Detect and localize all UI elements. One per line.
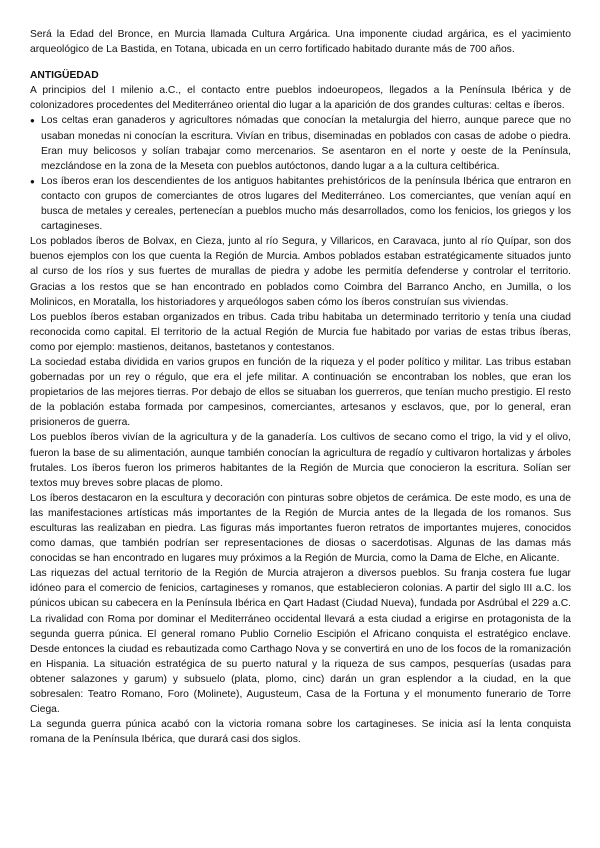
paragraph-sociedad: La sociedad estaba dividida en varios grupos en función de la riqueza y el poder político y militar. Las tribus estaban gobernadas por un rey o régulo, que era el jefe militar. A continuación se encontraban los nobles, que eran los propietarios de las mejores tierras. Por debajo de ellos se situaban los guerreros, que tenían mucho prestigio. El resto de la población estaba formada por campesinos, comerciantes, artesanos y esclavos, que, por lo general, eran prisioneros de guerra. (30, 356, 571, 429)
paragraph-guerra-punica: La segunda guerra púnica acabó con la victoria romana sobre los cartagineses. Se inicia así la lenta conquista romana de la Península Ibérica, que durará casi dos siglos. (30, 719, 571, 746)
bullet-celtas: ● Los celtas eran ganaderos y agricultores nómadas que conocían la metalurgia del hierro, aunque parece que no usaban monedas ni conocían la escritura. Vivían en tribus, diseminadas en poblados con casas de adobe o piedra. Eran muy belicosos y solían trabajar como mercenarios. Se asentaron en el norte y oeste de la Península, mezclándose en la zona de la Meseta con pueblos autóctonos, dando lugar a a la cultura celtibérica. (30, 113, 571, 173)
paragraph-escultura: Los íberos destacaron en la escultura y decoración con pinturas sobre objetos de cerámica. De este modo, es una de las manifestaciones artísticas más importantes de la Región de Murcia antes de la llegada de los romanos. Sus esculturas las realizaban en piedra. Las figuras más importantes fueron retratos de importantes mujeres, conocidos como damas, que también podrían ser representaciones de diosas o sacerdotisas. Algunas de las damas más conocidas se han encontrado en lugares muy próximos a la Región de Murcia, como la Dama de Elche, en Alicante. (30, 492, 571, 565)
spacer (30, 57, 571, 68)
paragraph-riquezas: Las riquezas del actual territorio de la Región de Murcia atrajeron a diversos pueblos. Su franja costera fue lugar idóneo para el comercio de fenicios, cartagineses y romanos, que establecieron colonias. A partir del siglo III a.C. los púnicos ubican su cabecera en la Península Ibérica en Qart Hadast (Ciudad Nueva), fundada por Asdrúbal el 229 a.C. La rivalidad con Roma por dominar el Mediterráneo occidental llevará a esta ciudad a erigirse en protagonista de la segunda guerra púnica. El general romano Publio Cornelio Escipión el Africano conquista el estratégico enclave. Desde entonces la ciudad es rebautizada como Carthago Nova y se convertirá en uno de los focos de la romanización en Hispania. La situación estratégica de su puerto natural y la riqueza de sus campos, pesquerías (usadas para obtener salazones y garum) y subsuelo (plata, plomo, cinc) darán un gran esplendor a la ciudad, en la que sobresalen: Teatro Romano, Foro (Molinete), Augusteum, Casa de la Fortuna y el monumento funerario de Torre Ciega. (30, 568, 571, 716)
culture-bullet-list (30, 113, 571, 234)
section-heading: ANTIGÜEDAD (30, 70, 99, 82)
paragraph-tribus: Los pueblos íberos estaban organizados en tribus. Cada tribu habitaba un determinado territorio y tenía una ciudad reconocida como capital. El territorio de la actual Región de Murcia fue habitado por varias de estas tribus íberas, como por ejemplo: mastienos, deitanos, bastetanos y contestanos. (30, 311, 571, 353)
section-lead-paragraph: A principios del I milenio a.C., el contacto entre pueblos indoeuropeos, llegados a la Península Ibérica y de colonizadores procedentes del Mediterráneo oriental dio lugar a la aparición de dos grandes culturas: celtas e íberos. (30, 85, 571, 112)
bullet-iberos: ● Los íberos eran los descendientes de los antiguos habitantes prehistóricos de la península Ibérica que entraron en contacto con grupos de comerciantes de otros lugares del Mediterráneo. Los comerciantes, que venían aquí en busca de metales y cereales, pertenecían a pueblos mucho más desarrollados, como los fenicios, los griegos y los cartagineses. (30, 174, 571, 234)
intro-paragraph: Será la Edad del Bronce, en Murcia llamada Cultura Argárica. Una imponente ciudad argárica, es el yacimiento arqueológico de La Bastida, en Totana, ubicada en un cerro fortificado habitado durante más de 700 años. (30, 29, 571, 56)
paragraph-poblados: Los poblados íberos de Bolvax, en Cieza, junto al río Segura, y Villaricos, en Caravaca, junto al río Quípar, son dos buenos ejemplos con los que cuenta la Región de Murcia. Ambos poblados estaban estratégicamente situados junto al curso de los ríos y sus fuertes de murallas de piedra y adobe les permitía defenderse y controlar el territorio. Gracias a los restos que se han encontrado en poblados como Coimbra del Barranco Ancho, en Jumilla, o los Molinicos, en Moratalla, los historiadores y arqueólogos saben cómo los íberos construían sus viviendas. (30, 236, 571, 308)
document-page (30, 27, 571, 747)
paragraph-agricultura: Los pueblos íberos vivían de la agricultura y de la ganadería. Los cultivos de secano como el trigo, la vid y el olivo, fueron la base de su alimentación, aunque también conocían la agricultura de regadío y cultivaron hortalizas y árboles frutales. Los íberos fueron los primeros habitantes de la Región de Murcia que conocieron la escritura. Solían ser textos muy breves sobre placas de plomo. (30, 432, 571, 489)
